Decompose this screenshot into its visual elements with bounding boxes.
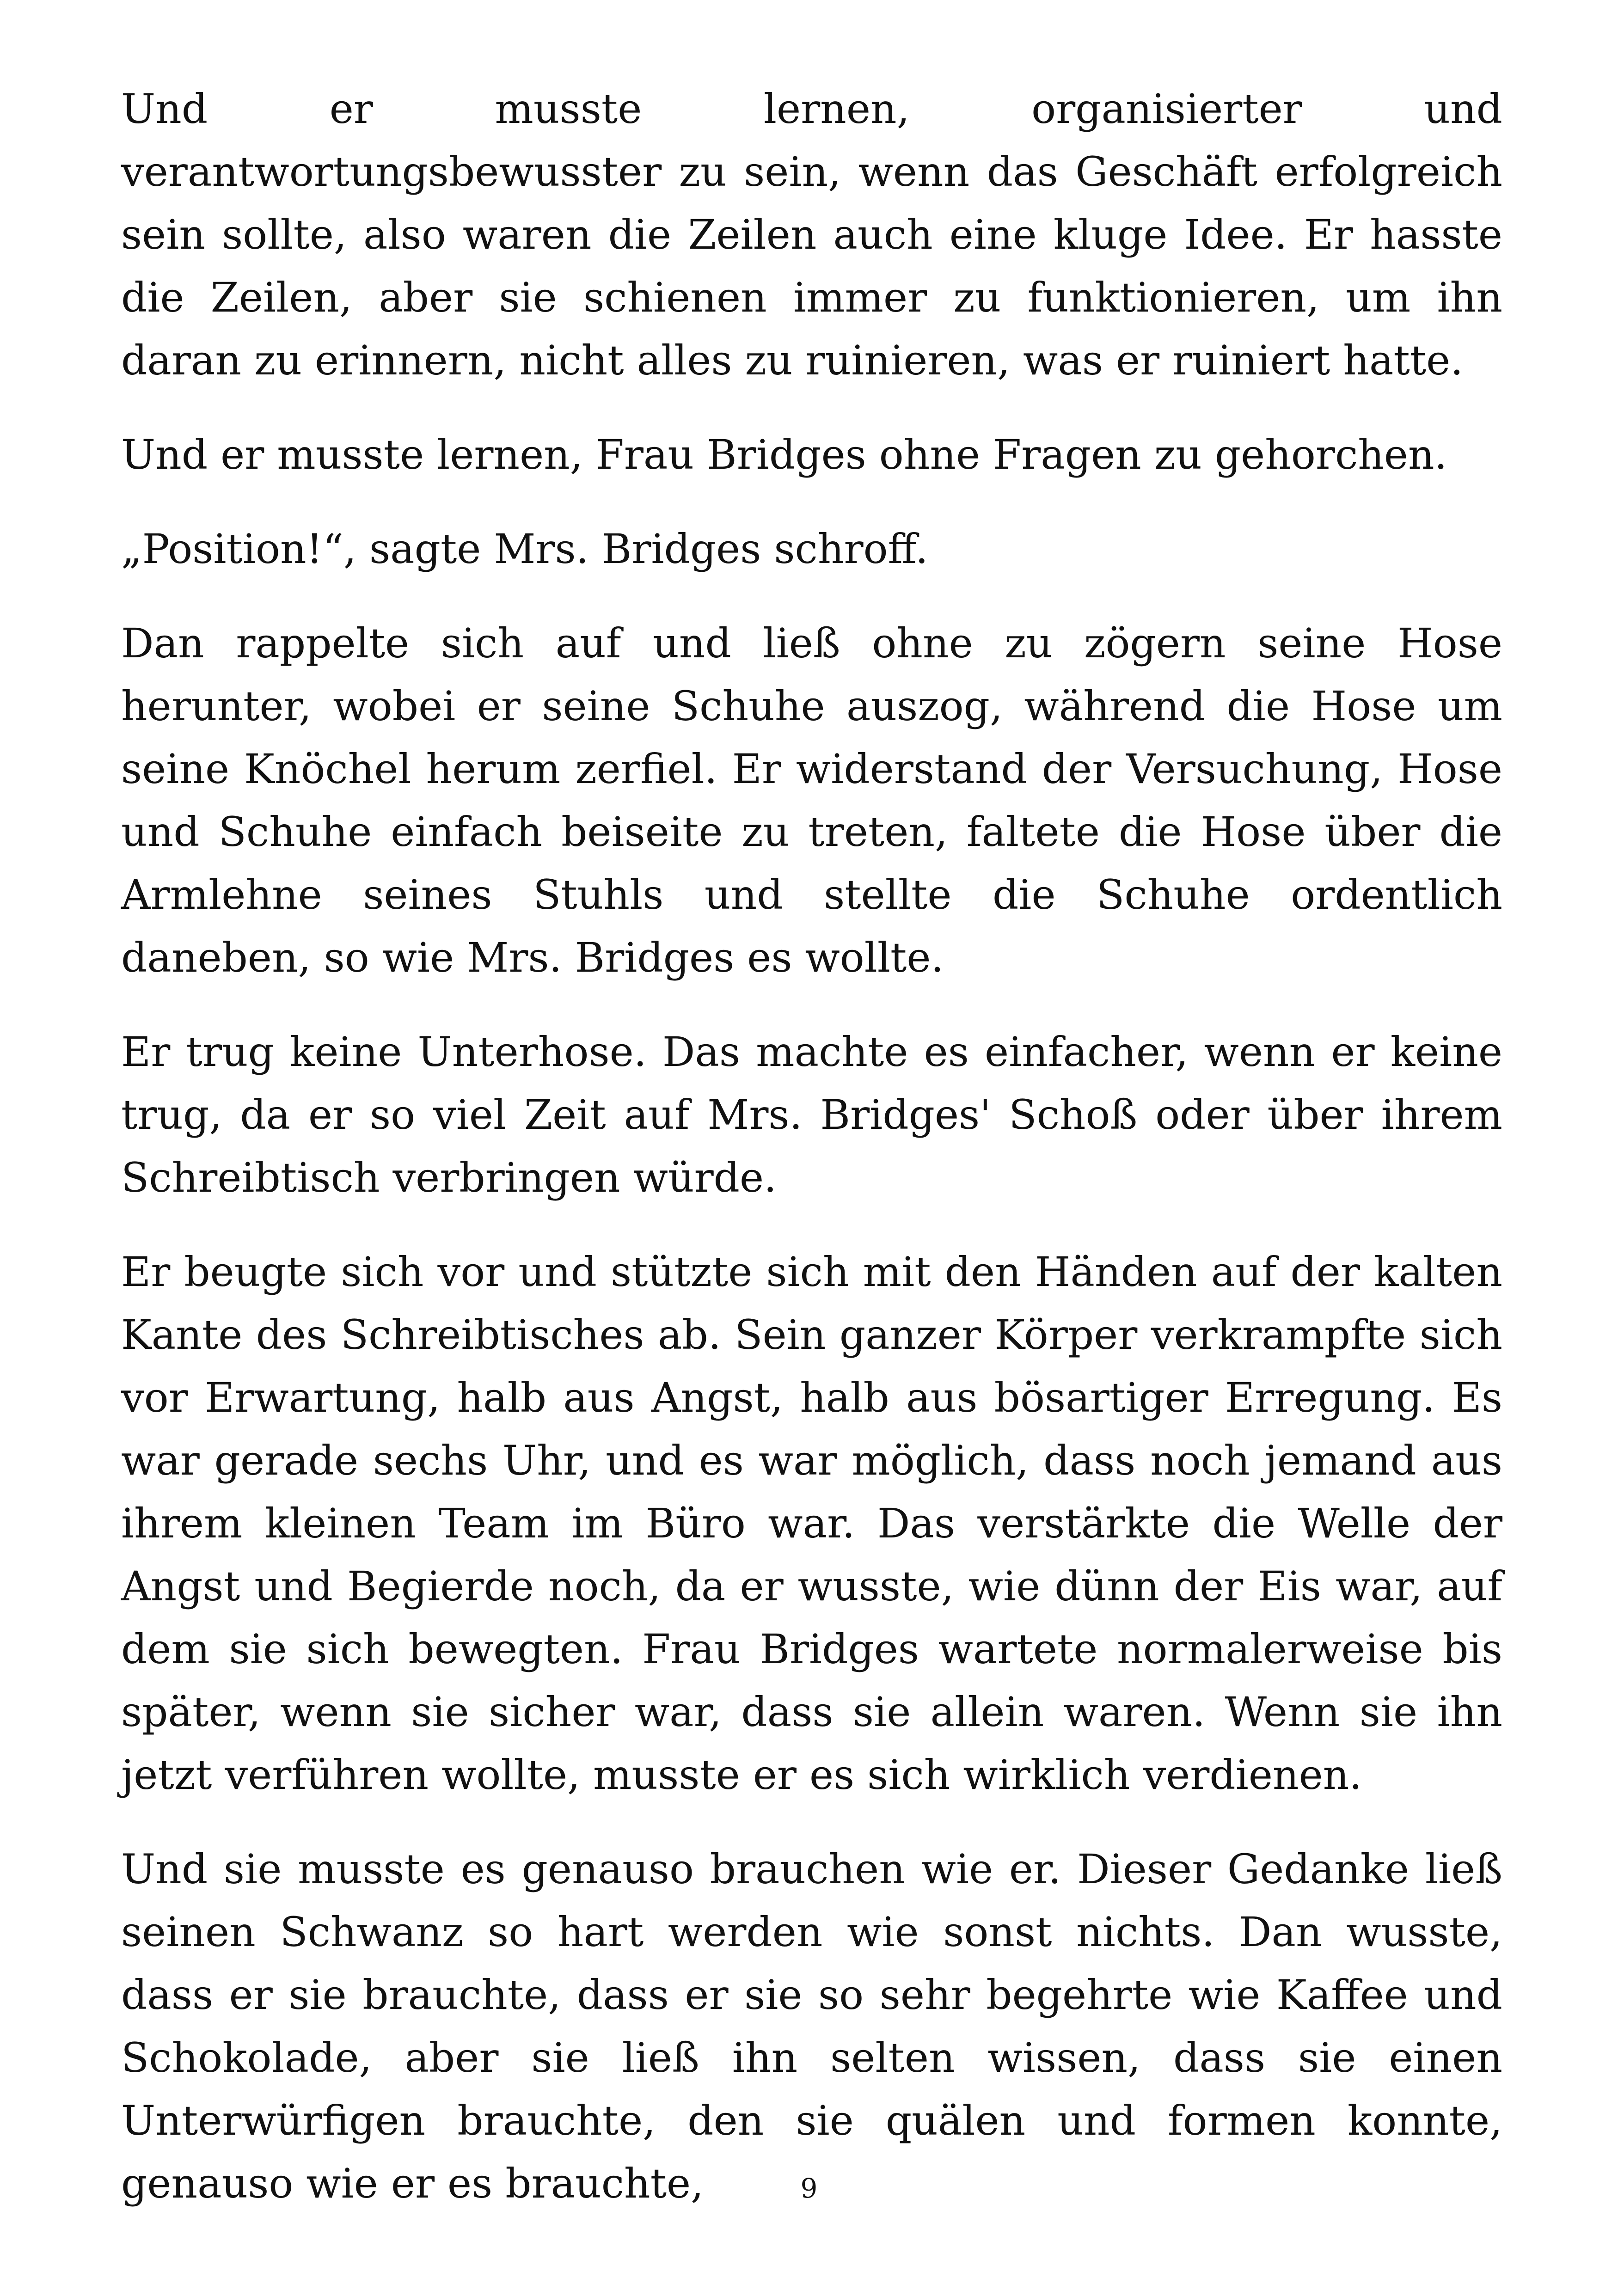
paragraph: „Position!“, sagte Mrs. Bridges schroff. — [121, 525, 928, 573]
paragraph: Er beugte sich vor und stützte sich mit den Händen auf der kalten Kante des Schreibtisches ab. Sein ganzer Körper verkrampfte sich vor Erwartung, halb aus Angst, halb aus bösartiger Erregung. Es war gerade sechs Uhr, und es war möglich, dass noch jemand aus ihrem kleinen Team im Büro war. Das verstärkte die Welle der Angst und Begierde noch, da er wusste, wie dünn der Eis war, auf dem sie sich bewegten. Frau Bridges wartete normalerweise bis später, wenn sie sicher war, dass sie allein waren. Wenn sie ihn jetzt verführen wollte, musste er es sich wirklich verdienen. — [121, 1248, 1502, 1799]
paragraph: Und er musste lernen, organisierter und verantwortungsbewusster zu sein, wenn das Geschäft erfolgreich sein sollte, also waren die Zeilen auch eine kluge Idee. Er hasste die Zeilen, aber sie schienen immer zu funktionieren, um ihn daran zu erinnern, nicht alles zu ruinieren, was er ruiniert hatte. — [121, 85, 1502, 384]
paragraph: Und sie musste es genauso brauchen wie er. Dieser Gedanke ließ seinen Schwanz so hart werden wie sonst nichts. Dan wusste, dass er sie brauchte, dass er sie so sehr begehrte wie Kaffee und Schokolade, aber sie ließ ihn selten wissen, dass sie einen Unterwürfigen brauchte, den sie quälen und formen konnte, genauso wie er es brauchte, — [121, 1845, 1502, 2207]
page-number: 9 — [800, 2173, 818, 2204]
paragraph: Dan rappelte sich auf und ließ ohne zu zögern seine Hose herunter, wobei er seine Schuhe auszog, während die Hose um seine Knöchel herum zerfiel. Er widerstand der Versuchung, Hose und Schuhe einfach beiseite zu treten, faltete die Hose über die Armlehne seines Stuhls und stellte die Schuhe ordentlich daneben, so wie Mrs. Bridges es wollte. — [121, 619, 1502, 981]
paragraph: Er trug keine Unterhose. Das machte es einfacher, wenn er keine trug, da er so viel Zeit auf Mrs. Bridges' Schoß oder über ihrem Schreibtisch verbringen würde. — [121, 1028, 1502, 1201]
paragraph: Und er musste lernen, Frau Bridges ohne Fragen zu gehorchen. — [121, 431, 1447, 478]
body-text — [121, 78, 1502, 2215]
